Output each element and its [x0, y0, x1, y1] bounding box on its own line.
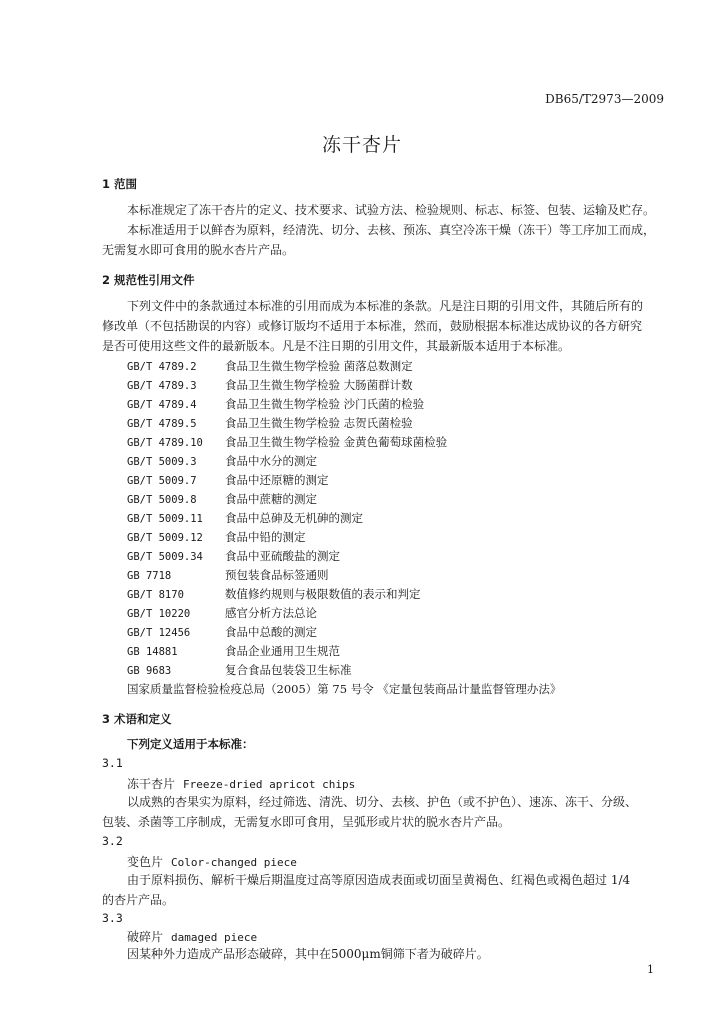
ref-code: GB/T 5009.3 [127, 456, 197, 468]
term-en: damaged piece [171, 931, 258, 944]
ref-row [127, 377, 413, 393]
term-number: 3.3 [102, 911, 123, 925]
ref-row [127, 624, 317, 640]
term-zh: 变色片 [127, 855, 164, 869]
ref-title: 食品卫生微生物学检验 金黄色葡萄球菌检验 [225, 435, 448, 449]
ref-code: GB 7718 [127, 570, 172, 582]
ref-row [127, 605, 317, 621]
section-3-intro: 下列定义适用于本标准： [127, 737, 254, 751]
ref-row [127, 510, 363, 526]
ref-title: 食品中亚硫酸盐的测定 [225, 549, 340, 563]
ref-code: GB/T 4789.4 [127, 399, 197, 411]
ref-code: GB/T 5009.11 [127, 513, 203, 525]
ref-row [127, 491, 317, 507]
ref-last: 国家质量监督检验检疫总局（2005）第 75 号令 《定量包装商品计量监督管理办法》 [127, 682, 562, 696]
ref-title: 食品中还原糖的测定 [225, 473, 329, 487]
ref-title: 复合食品包装袋卫生标准 [225, 663, 352, 677]
ref-code: GB/T 5009.12 [127, 532, 203, 544]
ref-row [127, 472, 329, 488]
section-2-para-c: 是否可使用这些文件的最新版本。凡是不注日期的引用文件，其最新版本适用于本标准。 [102, 339, 571, 353]
term-heading [127, 853, 297, 870]
ref-title: 数值修约规则与极限数值的表示和判定 [225, 587, 421, 601]
ref-row [127, 529, 306, 545]
ref-title: 食品卫生微生物学检验 志贺氏菌检验 [225, 416, 413, 430]
doc-code: DB65/T2973—2009 [545, 92, 664, 106]
ref-code: GB/T 5009.7 [127, 475, 197, 487]
ref-title: 感官分析方法总论 [225, 606, 317, 620]
ref-row [127, 548, 340, 564]
term-heading [127, 928, 257, 945]
ref-title: 食品企业通用卫生规范 [225, 644, 340, 658]
term-definition: 以成熟的杏果实为原料，经过筛选、清洗、切分、去核、护色（或不护色）、速冻、冻干、分级、 [127, 795, 638, 809]
term-definition: 由于原料损伤、解析干燥后期温度过高等原因造成表面或切面呈黄褐色、红褐色或褐色超过 1/4 [127, 873, 631, 887]
term-zh: 破碎片 [127, 930, 164, 944]
ref-row [127, 567, 329, 583]
ref-row [127, 415, 413, 431]
ref-code: GB 9683 [127, 665, 172, 677]
section-2-para-b: 修改单（不包括勘误的内容）或修订版均不适用于本标准，然而，鼓励根据本标准达成协议的各方研究 [102, 319, 643, 333]
ref-code: GB/T 4789.2 [127, 361, 197, 373]
ref-row [127, 396, 424, 412]
ref-row [127, 358, 413, 374]
term-definition: 包装、杀菌等工序制成，无需复水即可食用，呈弧形或片状的脱水杏片产品。 [102, 815, 511, 829]
doc-title: 冻干杏片 [321, 134, 402, 156]
ref-row [127, 662, 352, 678]
term-en: Freeze-dried apricot chips [183, 778, 356, 791]
section-2-heading: 2 规范性引用文件 [102, 273, 195, 287]
ref-code: GB/T 8170 [127, 589, 184, 601]
term-zh: 冻干杏片 [127, 777, 176, 791]
term-en: Color-changed piece [171, 856, 297, 869]
ref-title: 预包装食品标签通则 [225, 568, 329, 582]
ref-title: 食品中水分的测定 [225, 454, 317, 468]
ref-code: GB/T 5009.8 [127, 494, 197, 506]
section-1-para-2a: 本标准适用于以鲜杏为原料，经清洗、切分、去核、预冻、真空冷冻干燥（冻干）等工序加工而成， [127, 223, 656, 237]
section-3-heading: 3 术语和定义 [102, 712, 172, 726]
ref-row [127, 586, 421, 602]
ref-title: 食品中总砷及无机砷的测定 [225, 511, 363, 525]
term-definition: 的杏片产品。 [102, 893, 175, 907]
section-1-para-2b: 无需复水即可食用的脱水杏片产品。 [102, 243, 295, 257]
term-heading [127, 775, 355, 792]
ref-title: 食品卫生微生物学检验 沙门氏菌的检验 [225, 397, 425, 411]
ref-code: GB/T 4789.10 [127, 437, 203, 449]
section-1-para-1: 本标准规定了冻干杏片的定义、技术要求、试验方法、检验规则、标志、标签、包装、运输及贮存。 [127, 203, 656, 217]
page-number: 1 [647, 963, 654, 976]
ref-code: GB/T 4789.3 [127, 380, 197, 392]
ref-title: 食品中总酸的测定 [225, 625, 317, 639]
ref-title: 食品中蔗糖的测定 [225, 492, 317, 506]
ref-code: GB/T 12456 [127, 627, 191, 639]
section-1-heading: 1 范围 [102, 177, 138, 191]
term-number: 3.2 [102, 834, 123, 848]
ref-row [127, 643, 340, 659]
ref-row [127, 434, 447, 450]
section-2-para-a: 下列文件中的条款通过本标准的引用而成为本标准的条款。凡是注日期的引用文件，其随后所有的 [127, 299, 644, 313]
ref-code: GB 14881 [127, 646, 178, 658]
term-definition: 因某种外力造成产品形态破碎，其中在5000μm铜筛下者为破碎片。 [127, 947, 489, 961]
ref-title: 食品中铅的测定 [225, 530, 306, 544]
ref-code: GB/T 10220 [127, 608, 191, 620]
ref-code: GB/T 4789.5 [127, 418, 197, 430]
ref-row [127, 453, 317, 469]
ref-title: 食品卫生微生物学检验 菌落总数测定 [225, 359, 413, 373]
ref-code: GB/T 5009.34 [127, 551, 203, 563]
term-number: 3.1 [102, 756, 123, 770]
ref-title: 食品卫生微生物学检验 大肠菌群计数 [225, 378, 413, 392]
